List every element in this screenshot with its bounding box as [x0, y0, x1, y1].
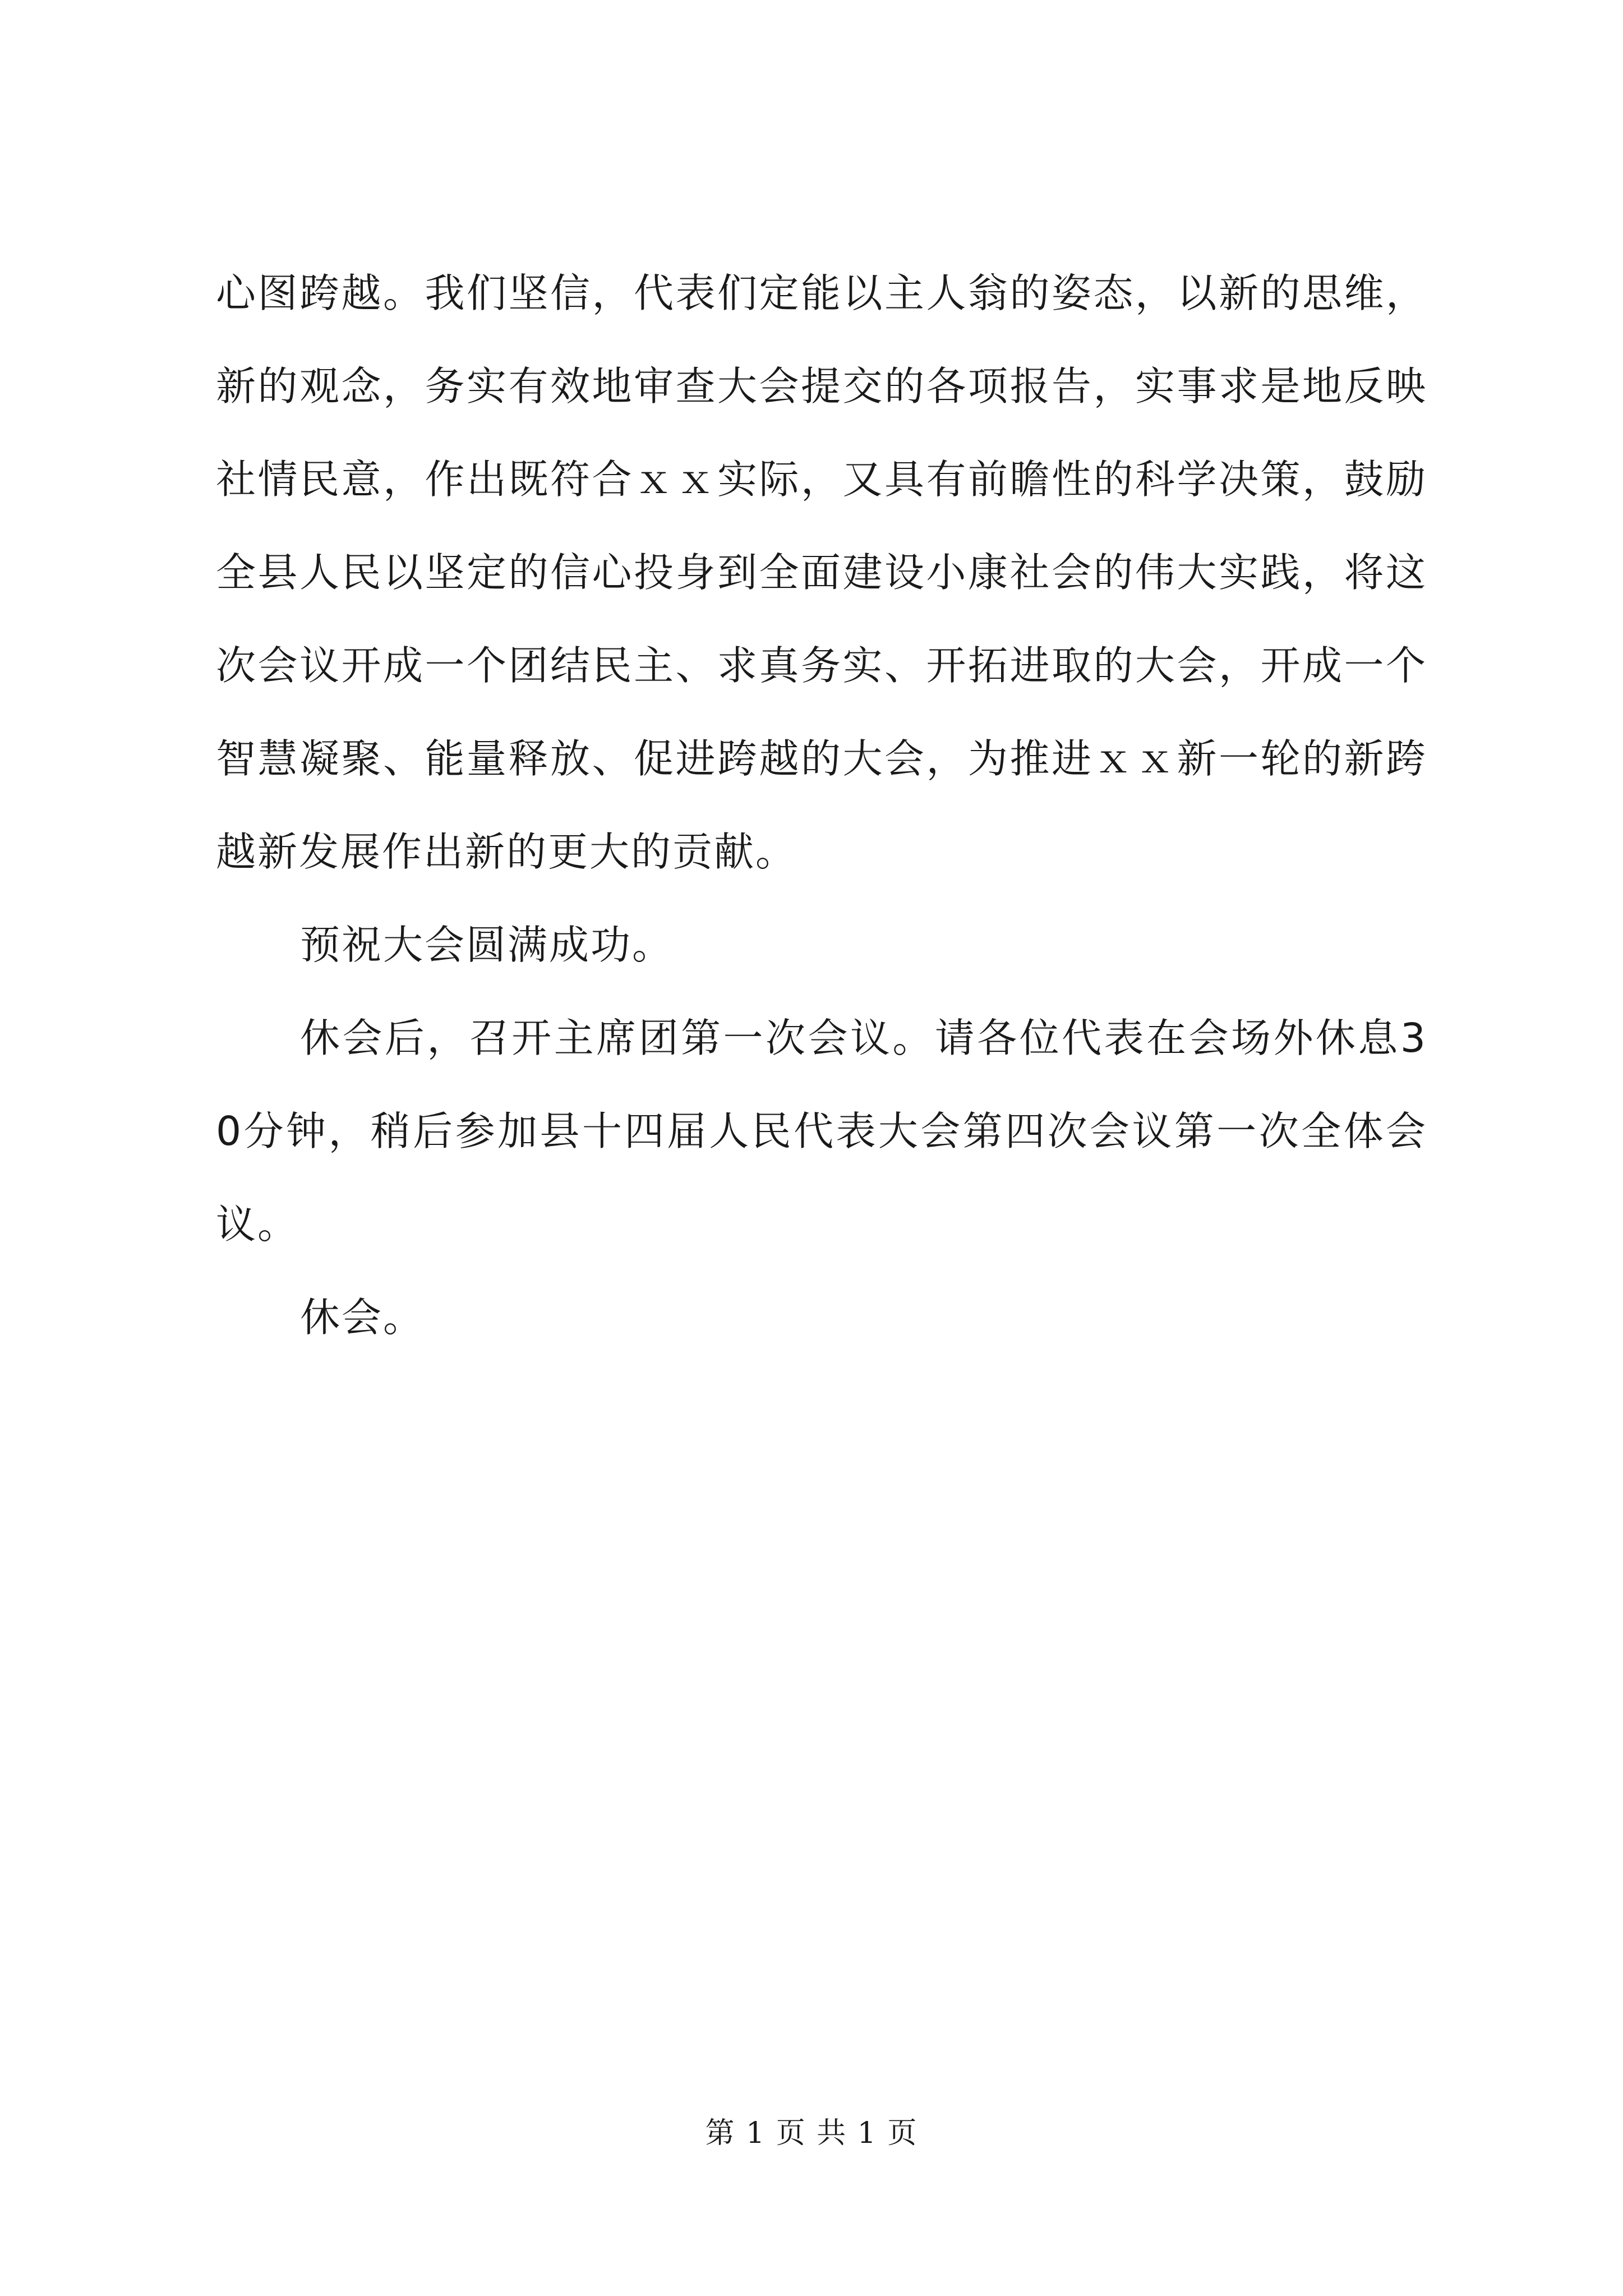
paragraph-closing-remarks: 心图跨越。我们坚信，代表们定能以主人翁的姿态，以新的思维，新的观念，务实有效地审查大会提交的各项报告，实事求是地反映社情民意，作出既符合ｘｘ实际，又具有前瞻性的科学决策，鼓励全县人民以坚定的信心投身到全面建设小康社会的伟大实践，将这次会议开成一个团结民主、求真务实、开拓进取的大会，开成一个智慧凝聚、能量释放、促进跨越的大会，为推进ｘｘ新一轮的新跨越新发展作出新的更大的贡献。 — [216, 270, 1427, 875]
paragraph-wish-success: 预祝大会圆满成功。 — [300, 922, 674, 968]
document-body — [216, 247, 1427, 1364]
paragraph-recess: 休会。 — [300, 1294, 425, 1341]
page-number-footer: 第 1 页 共 1 页 — [705, 2116, 918, 2150]
paragraph-recess-notice: 休会后，召开主席团第一次会议。请各位代表在会场外休息30分钟，稍后参加县十四届人民代表大会第四次会议第一次全体会议。 — [216, 1015, 1427, 1248]
